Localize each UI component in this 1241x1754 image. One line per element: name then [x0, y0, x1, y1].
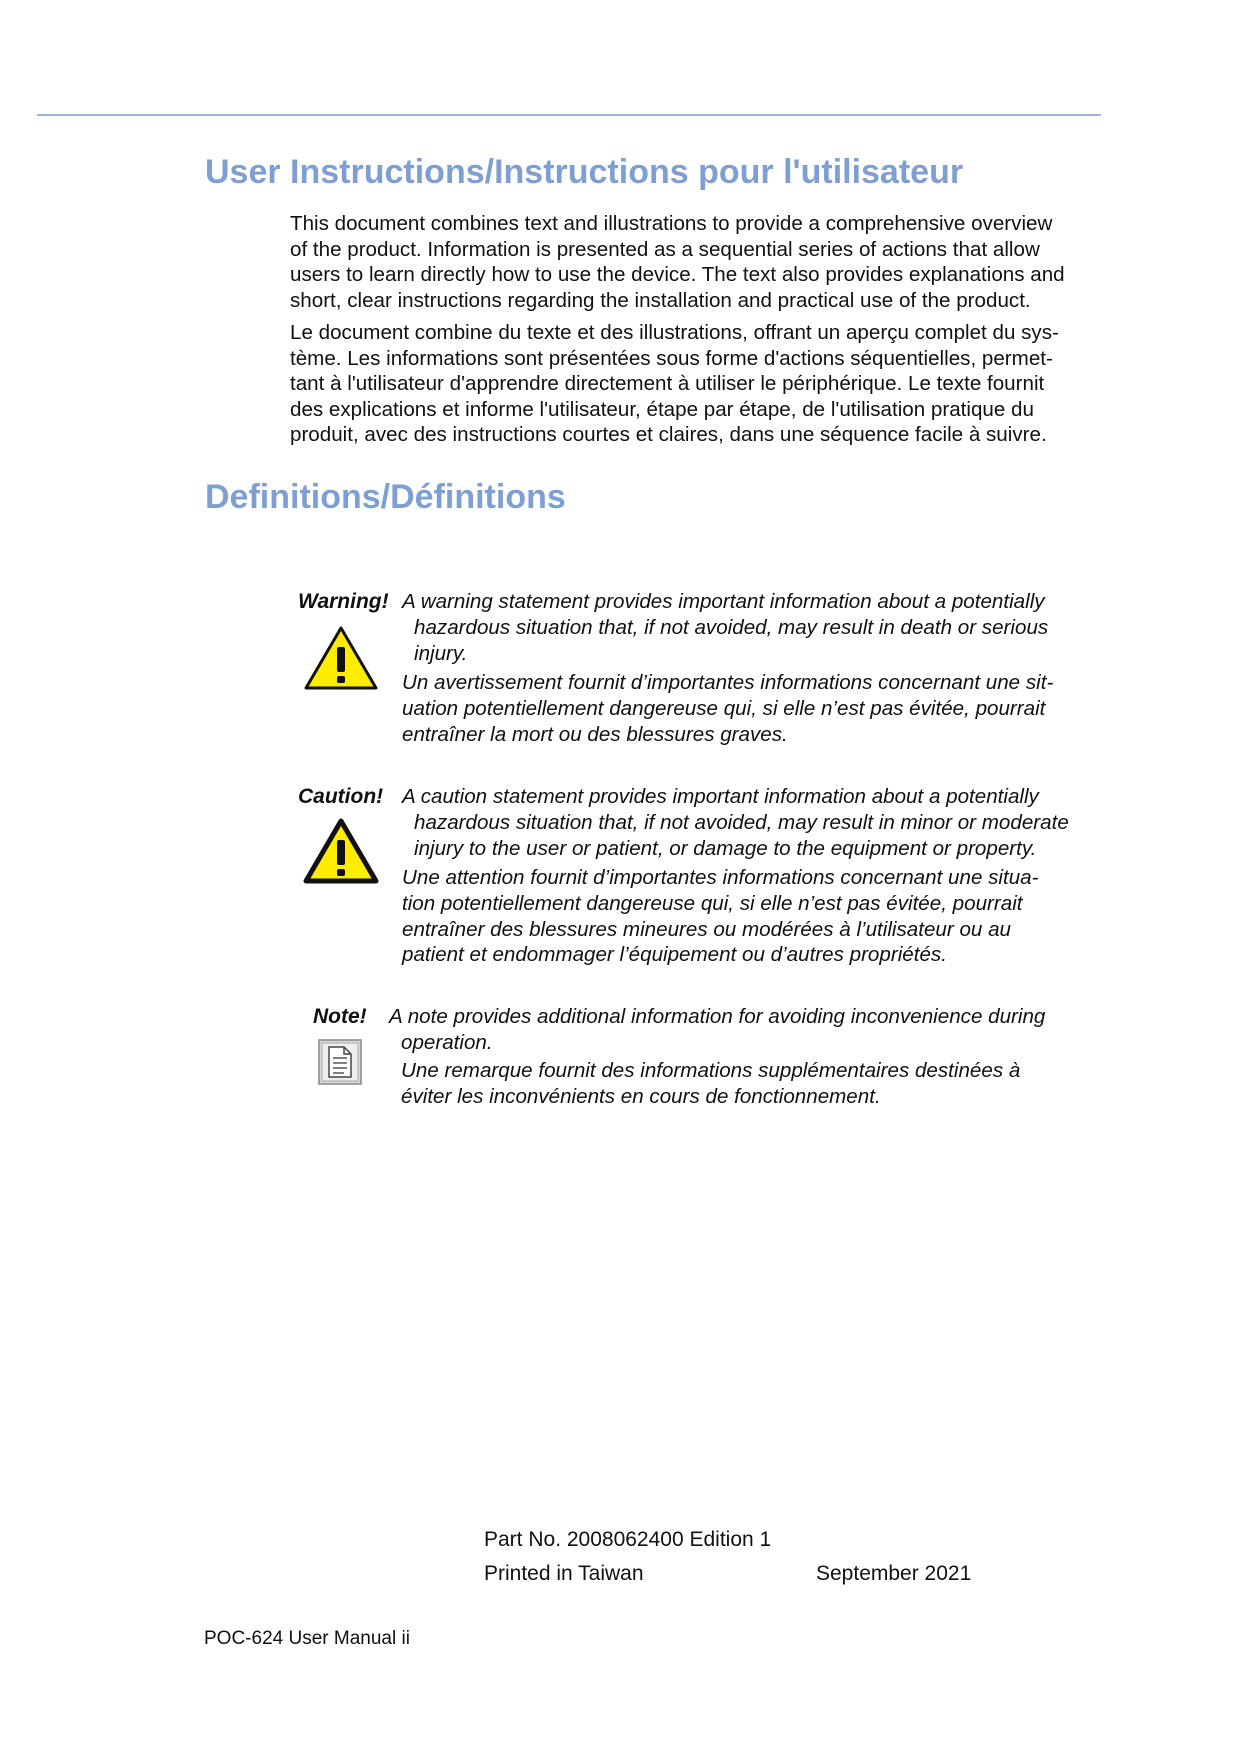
header-rule: [37, 114, 1101, 116]
warning-text-english: A warning statement provides important information about a potentially hazardous situation that, if not avoided, may result in death or serious injury.: [402, 590, 1049, 665]
paragraph-french: Le document combine du texte et des illustrations, offrant un aperçu complet du sys- tème. Les informations sont présentées sous forme d'actions séquentielles, permet- tant à l'utilisateur d'apprendre directement à utiliser le périphérique. Le texte fournit des explications et informe l'utilisateur, étape par étape, de l'utilisation pratique du produit, avec des instructions courtes et claires, dans une séquence facile à suivre.: [290, 321, 1059, 447]
heading-definitions: Definitions/Définitions: [205, 478, 566, 516]
caution-text-french: Une attention fournit d’importantes informations concernant une situa- tion potentiellement dangereuse qui, si elle n’est pas évitée, pourrait entraîner des blessures mineures ou modérées à l’utilisateur ou au patient et endommager l’équipement ou d’autres propriétés.: [402, 866, 1039, 967]
caution-label: Caution!: [298, 785, 384, 808]
warning-label: Warning!: [298, 590, 389, 613]
note-label: Note!: [313, 1005, 367, 1028]
part-number: Part No. 2008062400 Edition 1: [484, 1528, 772, 1551]
warning-text-french: Un avertissement fournit d’importantes informations concernant une sit- uation potentiellement dangereuse qui, si elle n’est pas évitée, pourrait entraîner la mort ou des blessures graves.: [402, 671, 1054, 746]
note-text-french: Une remarque fournit des informations supplémentaires destinées à éviter les inconvénients en cours de fonctionnement.: [401, 1059, 1021, 1108]
note-text-english: A note provides additional information for avoiding inconvenience during operation.: [389, 1005, 1046, 1054]
warning-triangle-icon: [303, 625, 379, 696]
page-footer-label: POC-624 User Manual ii: [204, 1628, 410, 1649]
paragraph-english: This document combines text and illustrations to provide a comprehensive overview of the product. Information is presented as a sequential series of actions that allow users to learn directly how to use the device. The text also provides explanations and short, clear instructions regarding the installation and practical use of the product.: [290, 212, 1065, 312]
caution-triangle-icon: [303, 818, 379, 889]
note-document-icon: [318, 1039, 362, 1090]
caution-text-english: A caution statement provides important information about a potentially hazardous situation that, if not avoided, may result in minor or moderate injury to the user or patient, or damage to the equipment or property.: [402, 785, 1069, 860]
printed-location: Printed in Taiwan: [484, 1562, 644, 1585]
heading-user-instructions: User Instructions/Instructions pour l'utilisateur: [205, 153, 964, 191]
print-date: September 2021: [816, 1562, 972, 1585]
